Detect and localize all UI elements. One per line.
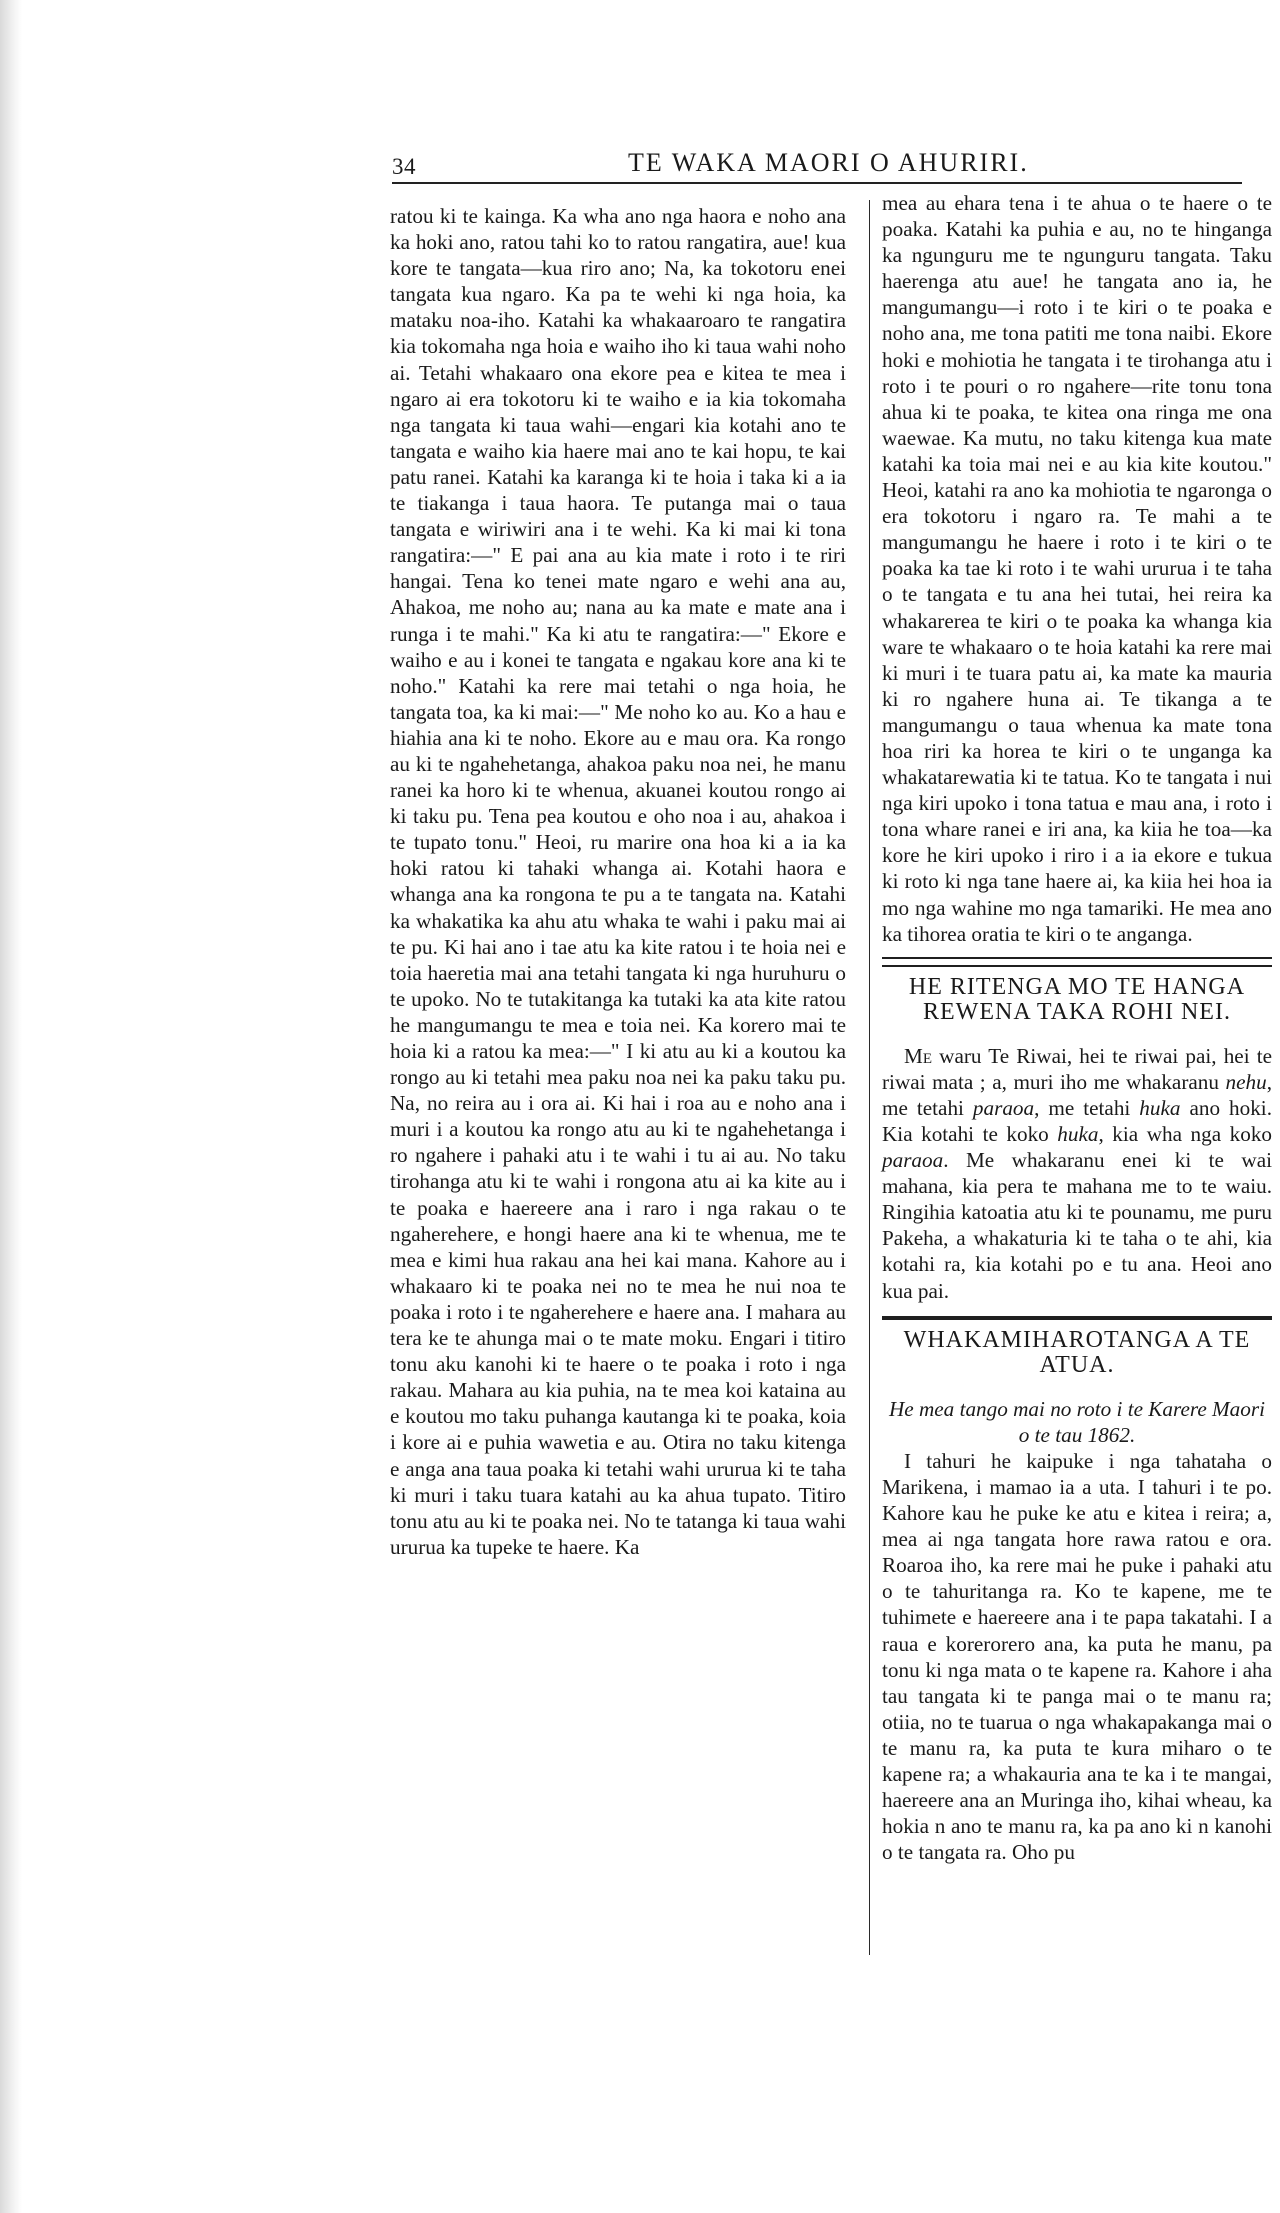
left-column-text: ratou ki te kainga. Ka wha ano nga haora e noho ana ka hoki ano, ratou tahi ko to ratou rangatira, aue! kua kore te tangata—kua riro ano; Na, ka tokotoru enei tangata kua ngaro. Ka pa te wehi ki nga hoia, ka mataku noa-iho. Katahi ka whakaaroaro te rangatira kia tokomaha nga hoia e waiho iho ki taua wahi noho ai. Tetahi whakaaro ona ekore pea e kitea te mea i ngaro ai era tokotoru ki te waiho e ia kia tokomaha nga tangata ki taua wahi—engari kia kotahi ano te tangata e waiho kia haere mai ano te kai hopu, te kai patu ranei. Katahi ka karanga ki te hoia i taka ki a ia te tiakanga i taua haora. Te putanga mai o taua tangata e wiriwiri ana i te wehi. Ka ki mai ki tona rangatira:—" E pai ana au kia mate i roto i te riri hangai. Tena ko tenei mate ngaro e wehi ana au, Ahakoa, me noho au; nana au ka mate e mate ana i runga i te mahi." Ka ki atu te rangatira:—" Ekore e waiho e au i konei te tangata e ngakau kore ana ki te noho." Katahi ka rere mai tetahi o nga hoia, he tangata toa, ka ki mai:—" Me noho ko au. Ko a hau e hiahia ana ki te noho. Ekore au e mau ora. Ka rongo au ki te ngahehetanga, ahakoa paku noa nei, he manu ranei ka horo ki te whenua, akuanei koutou rongo ai ki taku pu. Tena pea koutou e oho noa i au, ahakoa i te tupato tonu." Heoi, ru marire ona hoa ki a ia ka hoki ratou ki tahaki whanga ai. Kotahi haora e whanga ana ka rongona te pu a te tangata na. Katahi ka whakatika ka ahu atu whaka te wahi i paku mai ai te pu. Ki hai ano i tae atu ka kite ratou i te hoia nei e toia haeretia mai ana tetahi tangata ki nga huruhuru o te upoko. No te tutakitanga ka tutaki ka ata kite ratou he mangumangu te mea e toia nei. Ka korero mai te hoia ki a ratou ka mea:—" I ki atu au ki a koutou ka rongo au ki tetahi mea paku noa nei ka paku taku pu. Na, no reira au i ora ai. Ki hai i roa au e noho ana i muri i a koutou ka rongo atu au ki te ngahehetanga i ro ngahere i pahaki atu i te wahi i tu ai au. No taku tirohanga atu ki te wahi i rongona atu ai ka kite au i te poaka e haereere ana i raro i nga rakau o te ngaherehere, e hongi haere ana ki te whenua, me te mea e kimi hua rakau ana hei kai mana. Kahore au i whakaaro ki te poaka nei no te mea he nui noa te poaka i roto i te ngaherehere e haere ana. I mahara au tera ke te ahunga mai o te mate moku. Engari i titiro tonu aku kanohi ki te haere o te poaka i roto i nga rakau. Mahara au kia puhia, na te mea koi kataina au e koutou mo taku puhanga kautanga ki te poaka, koia i kore ai e puhia wawetia e au. Otira no taku kitenga e anga ana taua poaka ki tetahi wahi ururua ki te taha ki muri i taku tuara katahi au ka ahua tupato. Titiro tonu atu au ki te poaka nei. No te tatanga ki taua wahi ururua ka tupeke te haere. Ka <box>390 204 846 1559</box>
right-column <box>882 190 1272 1865</box>
story-continuation: mea au ehara tena i te ahua o te haere o te poaka. Katahi ka puhia e au, no te hinganga ka ngunguru me te ngunguru tangata. Taku haerenga atu aue! he tangata ano ia, he mangumangu—i roto i te kiri o te poaka e noho ana, me tona patiti me tona naibi. Ekore hoki e mohiotia he tangata i te tirohanga atu i roto i te pouri o ro ngahere—rite tonu tona ahua ki te poaka, te kitea ona ringa me ona waewae. Ka mutu, no taku kitenga kua mate katahi ka toia mai nei e au kia kite koutou." Heoi, katahi ra ano ka mohiotia te ngaronga o era tokotoru i ngaro ra. Te mahi a te mangumangu he haere i roto i te kiri o te poaka ka tae ki roto i te wahi ururua i te taha o te tangata e tu ana hei tutai, hei reira ka whakarerea te kiri o te poaka ka whanga kia ware te whakaaro o te hoia katahi ka rere mai ki muri i te tuara patu ai, ka mate ka mauria ki ro ngahere huna ai. Te tikanga a te mangumangu o taua whenua ka mate tona hoa riri ka horea te kiri o te unganga ka whakatarewatia ki te tatua. Ko te tangata i nui nga kiri upoko i tona tatua e mau ana, i roto i tona whare ranei e iri ana, ka kiia he toa—ka kore he kiri upoko i riro i a ia ekore e tukua ki roto ki nga tane haere ai, ka kiia hei hoa ia mo nga wahine mo nga tamariki. He mea ano ka tihorea oratia te kiri o te anganga. <box>882 191 1272 946</box>
recipe-dropcap: Me <box>904 1043 933 1068</box>
article-text: I tahuri he kaipuke i nga tahataha o Marikena, i mamao ia a uta. I tahuri i te po. Kahore kau he puke ke atu e kitea i reira; a, mea ai nga tangata hore rawa ratou e ora. Roaroa iho, ka rere mai he puke i pahaki atu o te tahuritanga ra. Ko te kapene, me te tuhimete e haereere ana i te papa takatahi. I a raua e korerorero ana, ka puta he manu, pa tonu ki nga mata o te kapene ra. Kahore i aha tau tangata ki te panga mai o te manu ra; otiia, no te tuarua o nga whakapakanga mai o te manu ra, ka puta te kura miharo o te kapene ra; a whakauria ana te ka i te mangai, haereere ana an Muringa iho, kihai wheau, ka hokia n ano te manu ra, ka pa ano ki n kanohi o te tangata ra. Oho pu <box>882 1448 1272 1865</box>
column-divider <box>869 200 870 1955</box>
section-rule <box>882 957 1272 967</box>
running-title: TE WAKA MAORI O AHURIRI. <box>628 148 1029 177</box>
article-source: He mea tango mai no roto i te Karere Maori o te tau 1862. <box>888 1396 1266 1447</box>
header-rule <box>392 182 1242 184</box>
scan-left-edge <box>0 0 22 2213</box>
page-number: 34 <box>392 154 416 179</box>
article-title: WHAKAMIHAROTANGA A TE ATUA. <box>903 1326 1251 1378</box>
recipe-text: Me waru Te Riwai, hei te riwai pai, hei te riwai mata ; a, muri iho me whakaranu nehu, me tetahi paraoa, me tetahi huka ano hoki. Kia kotahi te koko huka, kia wha nga koko paraoa. Me whakaranu enei ki te wai mahana, kia pera te mahana me to te waiu. Ringihia katoatia atu ki te pounamu, me puru Pakeha, a whakaturia ki te taha o te ahi, kia kotahi ra, kia kotahi po e tu ana. Heoi ano kua pai. <box>882 1043 1273 1303</box>
recipe-title: HE RITENGA MO TE HANGA REWENA TAKA ROHI NEI. <box>908 973 1246 1025</box>
section-rule-thick <box>882 1316 1272 1320</box>
left-column <box>390 203 846 1560</box>
